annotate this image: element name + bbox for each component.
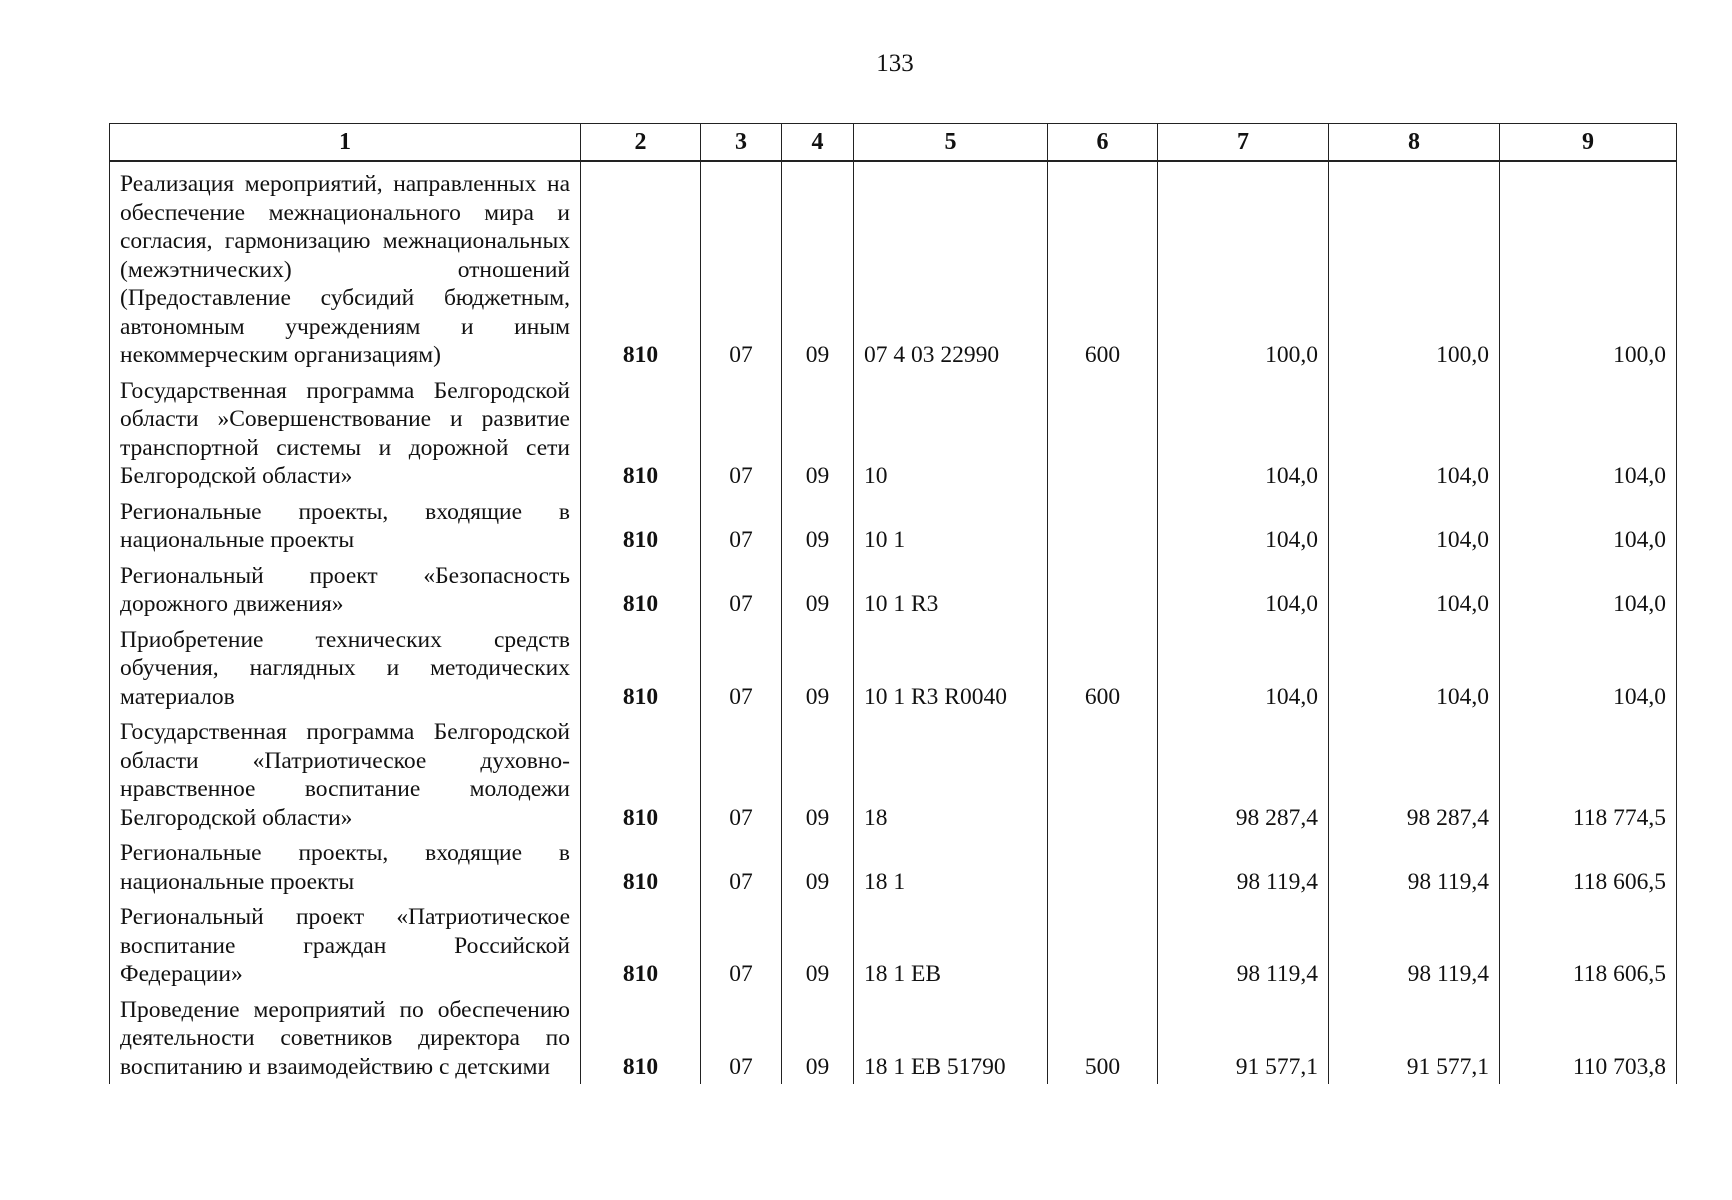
target-article-code: 18 1 bbox=[854, 835, 1048, 899]
table-body bbox=[110, 161, 1677, 1084]
ministry-code: 810 bbox=[581, 714, 701, 835]
column-header: 6 bbox=[1048, 124, 1158, 162]
target-article-code: 10 1 bbox=[854, 494, 1048, 558]
subsection-code: 09 bbox=[782, 622, 854, 715]
section-code: 07 bbox=[701, 161, 782, 373]
table-row bbox=[110, 622, 1677, 715]
subsection-code: 09 bbox=[782, 992, 854, 1085]
target-article-code: 10 1 R3 R0040 bbox=[854, 622, 1048, 715]
amount-col-8: 98 287,4 bbox=[1329, 714, 1500, 835]
amount-col-7: 104,0 bbox=[1158, 558, 1329, 622]
column-header: 7 bbox=[1158, 124, 1329, 162]
expense-type-code bbox=[1048, 835, 1158, 899]
ministry-code: 810 bbox=[581, 373, 701, 494]
column-header: 3 bbox=[701, 124, 782, 162]
table-row bbox=[110, 494, 1677, 558]
section-code: 07 bbox=[701, 714, 782, 835]
expense-type-code: 600 bbox=[1048, 622, 1158, 715]
header-row bbox=[110, 124, 1677, 162]
amount-col-9: 104,0 bbox=[1500, 494, 1677, 558]
subsection-code: 09 bbox=[782, 558, 854, 622]
subsection-code: 09 bbox=[782, 161, 854, 373]
item-name: Региональный проект «Безопасность дорожного движения» bbox=[110, 558, 581, 622]
amount-col-8: 91 577,1 bbox=[1329, 992, 1500, 1085]
item-name: Проведение мероприятий по обеспечению деятельности советников директора по воспитанию и взаимодействию с детскими bbox=[110, 992, 581, 1085]
amount-col-8: 104,0 bbox=[1329, 558, 1500, 622]
amount-col-9: 104,0 bbox=[1500, 373, 1677, 494]
subsection-code: 09 bbox=[782, 494, 854, 558]
amount-col-9: 118 606,5 bbox=[1500, 835, 1677, 899]
amount-col-7: 104,0 bbox=[1158, 373, 1329, 494]
ministry-code: 810 bbox=[581, 622, 701, 715]
item-name: Региональные проекты, входящие в национальные проекты bbox=[110, 835, 581, 899]
amount-col-8: 104,0 bbox=[1329, 494, 1500, 558]
subsection-code: 09 bbox=[782, 714, 854, 835]
amount-col-9: 100,0 bbox=[1500, 161, 1677, 373]
item-name: Региональный проект «Патриотическое воспитание граждан Российской Федерации» bbox=[110, 899, 581, 992]
target-article-code: 18 1 ЕВ bbox=[854, 899, 1048, 992]
item-name: Государственная программа Белгородской области «Патриотическое духовно-нравственное воспитание молодежи Белгородской области» bbox=[110, 714, 581, 835]
column-header: 4 bbox=[782, 124, 854, 162]
ministry-code: 810 bbox=[581, 558, 701, 622]
section-code: 07 bbox=[701, 558, 782, 622]
amount-col-8: 104,0 bbox=[1329, 373, 1500, 494]
target-article-code: 10 1 R3 bbox=[854, 558, 1048, 622]
table-row bbox=[110, 899, 1677, 992]
expense-type-code bbox=[1048, 494, 1158, 558]
expense-type-code bbox=[1048, 373, 1158, 494]
expense-type-code bbox=[1048, 558, 1158, 622]
subsection-code: 09 bbox=[782, 373, 854, 494]
section-code: 07 bbox=[701, 373, 782, 494]
page-number: 133 bbox=[876, 50, 914, 77]
target-article-code: 07 4 03 22990 bbox=[854, 161, 1048, 373]
amount-col-7: 91 577,1 bbox=[1158, 992, 1329, 1085]
column-header: 2 bbox=[581, 124, 701, 162]
subsection-code: 09 bbox=[782, 835, 854, 899]
table-row bbox=[110, 835, 1677, 899]
target-article-code: 18 bbox=[854, 714, 1048, 835]
expense-type-code: 600 bbox=[1048, 161, 1158, 373]
column-header: 8 bbox=[1329, 124, 1500, 162]
amount-col-9: 104,0 bbox=[1500, 558, 1677, 622]
section-code: 07 bbox=[701, 622, 782, 715]
subsection-code: 09 bbox=[782, 899, 854, 992]
amount-col-7: 98 119,4 bbox=[1158, 835, 1329, 899]
table-row bbox=[110, 558, 1677, 622]
section-code: 07 bbox=[701, 992, 782, 1085]
table-row bbox=[110, 161, 1677, 373]
amount-col-7: 104,0 bbox=[1158, 494, 1329, 558]
budget-table-container bbox=[109, 123, 1677, 1084]
table-row bbox=[110, 373, 1677, 494]
amount-col-7: 104,0 bbox=[1158, 622, 1329, 715]
table-row bbox=[110, 992, 1677, 1085]
amount-col-9: 118 774,5 bbox=[1500, 714, 1677, 835]
ministry-code: 810 bbox=[581, 899, 701, 992]
amount-col-9: 118 606,5 bbox=[1500, 899, 1677, 992]
item-name: Приобретение технических средств обучения, наглядных и методических материалов bbox=[110, 622, 581, 715]
amount-col-8: 104,0 bbox=[1329, 622, 1500, 715]
section-code: 07 bbox=[701, 835, 782, 899]
amount-col-8: 100,0 bbox=[1329, 161, 1500, 373]
amount-col-7: 98 287,4 bbox=[1158, 714, 1329, 835]
amount-col-8: 98 119,4 bbox=[1329, 835, 1500, 899]
amount-col-8: 98 119,4 bbox=[1329, 899, 1500, 992]
column-header: 1 bbox=[110, 124, 581, 162]
amount-col-7: 98 119,4 bbox=[1158, 899, 1329, 992]
item-name: Региональные проекты, входящие в национальные проекты bbox=[110, 494, 581, 558]
column-header: 5 bbox=[854, 124, 1048, 162]
amount-col-9: 110 703,8 bbox=[1500, 992, 1677, 1085]
budget-table bbox=[109, 123, 1677, 1084]
section-code: 07 bbox=[701, 899, 782, 992]
table-header bbox=[110, 124, 1677, 162]
item-name: Реализация мероприятий, направленных на обеспечение межнационального мира и согласия, гармонизацию межнациональных (межэтнических) отношений (Предоставление субсидий бюджетным, автономным учреждениям и иным некоммерческим организациям) bbox=[110, 161, 581, 373]
amount-col-9: 104,0 bbox=[1500, 622, 1677, 715]
ministry-code: 810 bbox=[581, 835, 701, 899]
ministry-code: 810 bbox=[581, 494, 701, 558]
table-row bbox=[110, 714, 1677, 835]
column-header: 9 bbox=[1500, 124, 1677, 162]
expense-type-code: 500 bbox=[1048, 992, 1158, 1085]
ministry-code: 810 bbox=[581, 161, 701, 373]
item-name: Государственная программа Белгородской области »Совершенствование и развитие транспортной системы и дорожной сети Белгородской области» bbox=[110, 373, 581, 494]
expense-type-code bbox=[1048, 714, 1158, 835]
expense-type-code bbox=[1048, 899, 1158, 992]
target-article-code: 18 1 ЕВ 51790 bbox=[854, 992, 1048, 1085]
target-article-code: 10 bbox=[854, 373, 1048, 494]
amount-col-7: 100,0 bbox=[1158, 161, 1329, 373]
section-code: 07 bbox=[701, 494, 782, 558]
ministry-code: 810 bbox=[581, 992, 701, 1085]
